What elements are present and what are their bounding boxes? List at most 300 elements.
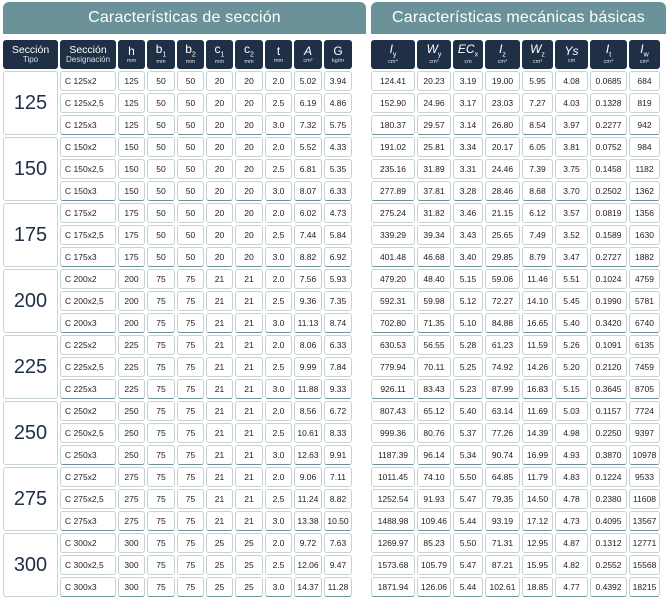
table-row — [371, 93, 660, 113]
table-cell: 275 — [118, 467, 145, 487]
designation-cell: C 200x2 — [60, 269, 116, 289]
table-cell: 50 — [147, 247, 175, 267]
header-label: $I_z$ — [499, 42, 506, 59]
table-cell: 926.11 — [371, 379, 415, 399]
table-cell: 8.68 — [522, 181, 553, 201]
table-cell: 2.5 — [265, 423, 292, 443]
table-cell: 984 — [629, 137, 660, 157]
table-cell: 80.76 — [417, 423, 451, 443]
table-cell: 5.93 — [324, 269, 352, 289]
table-cell: 3.31 — [453, 159, 483, 179]
table-cell: 37.81 — [417, 181, 451, 201]
table-cell: 46.68 — [417, 247, 451, 267]
header-unit: mm — [214, 59, 225, 66]
right-header-0 — [371, 40, 415, 69]
table-cell: 1573.68 — [371, 555, 415, 575]
table-cell: 8.79 — [522, 247, 553, 267]
table-cell: 50 — [177, 71, 204, 91]
designation-cell: C 250x2 — [60, 401, 116, 421]
table-cell: 20 — [206, 137, 233, 157]
table-cell: 75 — [177, 511, 204, 531]
table-cell: 4.78 — [555, 489, 588, 509]
table-cell: 124.41 — [371, 71, 415, 91]
header-label: $c_2$ — [244, 42, 254, 59]
table-cell: 50 — [147, 203, 175, 223]
table-cell: 50 — [147, 115, 175, 135]
table-cell: 29.57 — [417, 115, 451, 135]
table-cell: 50 — [177, 203, 204, 223]
table-cell: 5.50 — [453, 467, 483, 487]
table-cell: 2.5 — [265, 225, 292, 245]
table-row — [371, 247, 660, 267]
table-cell: 75 — [147, 423, 175, 443]
header-unit: mm — [126, 57, 137, 64]
table-cell: 0.1224 — [590, 467, 627, 487]
table-cell: 0.1312 — [590, 533, 627, 553]
table-cell: 592.31 — [371, 291, 415, 311]
table-cell: 25 — [206, 533, 233, 553]
header-unit: mm — [156, 59, 166, 66]
designation-cell: C 300x2 — [60, 533, 116, 553]
table-cell: 8.82 — [324, 489, 352, 509]
table-cell: 61.23 — [485, 335, 520, 355]
table-cell: 3.43 — [453, 225, 483, 245]
table-cell: 250 — [118, 423, 145, 443]
table-cell: 20 — [206, 71, 233, 91]
table-cell: 3.70 — [555, 181, 588, 201]
table-cell: 6.33 — [324, 335, 352, 355]
header-label: $c_1$ — [214, 42, 225, 59]
table-cell: 0.1990 — [590, 291, 627, 311]
table-cell: 15568 — [629, 555, 660, 575]
table-cell: 8705 — [629, 379, 660, 399]
table-cell: 87.21 — [485, 555, 520, 575]
right-header-6 — [590, 40, 627, 69]
table-cell: 0.1589 — [590, 225, 627, 245]
table-cell: 5.51 — [555, 269, 588, 289]
table-cell: 19.00 — [485, 71, 520, 91]
table-cell: 125 — [118, 93, 145, 113]
header-unit: cm⁴ — [388, 59, 398, 66]
header-label: $I_w$ — [640, 42, 649, 59]
section-type-cell: 150 — [3, 137, 58, 201]
table-cell: 20 — [235, 137, 263, 157]
table-cell: 0.1328 — [590, 93, 627, 113]
table-cell: 79.35 — [485, 489, 520, 509]
table-cell: 1362 — [629, 181, 660, 201]
left-header-2 — [118, 40, 145, 69]
table-cell: 5.25 — [453, 357, 483, 377]
section-type-cell: 125 — [3, 71, 58, 135]
table-cell: 5.28 — [453, 335, 483, 355]
table-cell: 21 — [235, 445, 263, 465]
table-cell: 277.89 — [371, 181, 415, 201]
table-cell: 2.5 — [265, 357, 292, 377]
table-cell: 31.89 — [417, 159, 451, 179]
designation-cell: C 125x2,5 — [60, 93, 116, 113]
header-label: $W_y$ — [426, 42, 442, 59]
header-unit: Tipo — [22, 55, 39, 65]
table-cell: 150 — [118, 159, 145, 179]
table-row — [371, 467, 660, 487]
table-cell: 70.11 — [417, 357, 451, 377]
table-cell: 29.85 — [485, 247, 520, 267]
section-type-cell: 300 — [3, 533, 58, 597]
table-cell: 28.46 — [485, 181, 520, 201]
table-cell: 75 — [147, 313, 175, 333]
section-type-cell: 175 — [3, 203, 58, 267]
table-cell: 942 — [629, 115, 660, 135]
table-cell: 630.53 — [371, 335, 415, 355]
table-cell: 39.34 — [417, 225, 451, 245]
table-cell: 125 — [118, 115, 145, 135]
table-cell: 5.12 — [453, 291, 483, 311]
table-cell: 50 — [147, 159, 175, 179]
table-cell: 50 — [177, 137, 204, 157]
table-cell: 75 — [147, 379, 175, 399]
right-header-3 — [485, 40, 520, 69]
table-cell: 91.93 — [417, 489, 451, 509]
designation-cell: C 150x2 — [60, 137, 116, 157]
table-cell: 4.82 — [555, 555, 588, 575]
table-cell: 1269.97 — [371, 533, 415, 553]
table-cell: 0.0752 — [590, 137, 627, 157]
table-cell: 75 — [177, 291, 204, 311]
table-cell: 85.23 — [417, 533, 451, 553]
table-cell: 75 — [177, 269, 204, 289]
table-cell: 21 — [235, 401, 263, 421]
table-cell: 5.84 — [324, 225, 352, 245]
table-cell: 65.12 — [417, 401, 451, 421]
table-cell: 8.07 — [294, 181, 322, 201]
table-cell: 21 — [235, 467, 263, 487]
table-cell: 0.2277 — [590, 115, 627, 135]
table-cell: 8.54 — [522, 115, 553, 135]
table-cell: 5.95 — [522, 71, 553, 91]
table-cell: 75 — [147, 489, 175, 509]
table-cell: 3.0 — [265, 115, 292, 135]
table-cell: 6740 — [629, 313, 660, 333]
table-cell: 2.0 — [265, 533, 292, 553]
table-cell: 3.28 — [453, 181, 483, 201]
table-row — [3, 401, 352, 421]
table-cell: 1630 — [629, 225, 660, 245]
table-cell: 3.0 — [265, 577, 292, 597]
table-cell: 26.80 — [485, 115, 520, 135]
table-row — [3, 467, 352, 487]
table-cell: 7.35 — [324, 291, 352, 311]
table-row — [371, 181, 660, 201]
header-unit: cm — [464, 59, 472, 66]
header-unit: cm⁶ — [639, 59, 650, 66]
table-cell: 74.10 — [417, 467, 451, 487]
table-cell: 21 — [206, 269, 233, 289]
table-cell: 75 — [177, 533, 204, 553]
table-cell: 0.3870 — [590, 445, 627, 465]
table-cell: 7.11 — [324, 467, 352, 487]
header-unit: mm — [273, 57, 284, 64]
right-header-5 — [555, 40, 588, 69]
header-label: $I_t$ — [605, 42, 612, 59]
table-cell: 24.46 — [485, 159, 520, 179]
table-cell: 9.47 — [324, 555, 352, 575]
table-cell: 14.37 — [294, 577, 322, 597]
header-label: $b_1$ — [155, 42, 167, 59]
table-cell: 25 — [206, 555, 233, 575]
table-row — [3, 533, 352, 553]
table-row — [3, 137, 352, 157]
table-cell: 21 — [206, 467, 233, 487]
table-cell: 21 — [206, 335, 233, 355]
table-cell: 75 — [177, 423, 204, 443]
table-cell: 14.39 — [522, 423, 553, 443]
table-cell: 2.0 — [265, 71, 292, 91]
table-cell: 50 — [177, 93, 204, 113]
table-cell: 11.79 — [522, 467, 553, 487]
table-cell: 1182 — [629, 159, 660, 179]
table-cell: 1488.98 — [371, 511, 415, 531]
table-cell: 75 — [147, 511, 175, 531]
table-cell: 0.2727 — [590, 247, 627, 267]
table-cell: 21.15 — [485, 203, 520, 223]
table-cell: 63.14 — [485, 401, 520, 421]
table-cell: 59.06 — [485, 269, 520, 289]
table-cell: 5.02 — [294, 71, 322, 91]
table-cell: 21 — [206, 379, 233, 399]
table-row — [371, 269, 660, 289]
table-cell: 225 — [118, 379, 145, 399]
table-cell: 4.73 — [555, 511, 588, 531]
table-cell: 3.94 — [324, 71, 352, 91]
table-cell: 75 — [177, 357, 204, 377]
table-cell: 5.26 — [555, 335, 588, 355]
table-cell: 684 — [629, 71, 660, 91]
table-row — [371, 401, 660, 421]
table-cell: 2.0 — [265, 269, 292, 289]
section-characteristics-banner: Características de sección — [3, 2, 366, 34]
table-cell: 7.27 — [522, 93, 553, 113]
table-cell: 75 — [177, 489, 204, 509]
table-cell: 4.93 — [555, 445, 588, 465]
table-cell: 23.03 — [485, 93, 520, 113]
designation-cell: C 200x2,5 — [60, 291, 116, 311]
table-row — [371, 291, 660, 311]
right-header-2 — [453, 40, 483, 69]
table-cell: 109.46 — [417, 511, 451, 531]
header-label: Sección — [11, 43, 50, 56]
header-label: $b_2$ — [185, 42, 196, 59]
table-cell: 20 — [206, 93, 233, 113]
table-cell: 21 — [235, 313, 263, 333]
header-label: $EC_x$ — [457, 42, 479, 59]
left-header-8 — [294, 40, 322, 69]
table-cell: 4.87 — [555, 533, 588, 553]
table-cell: 5.50 — [453, 533, 483, 553]
table-cell: 12.06 — [294, 555, 322, 575]
designation-cell: C 275x2,5 — [60, 489, 116, 509]
table-cell: 7.39 — [522, 159, 553, 179]
table-cell: 21 — [235, 269, 263, 289]
designation-cell: C 225x3 — [60, 379, 116, 399]
table-cell: 5.37 — [453, 423, 483, 443]
table-cell: 0.1091 — [590, 335, 627, 355]
section-type-cell: 250 — [3, 401, 58, 465]
table-cell: 7724 — [629, 401, 660, 421]
table-row — [371, 423, 660, 443]
table-cell: 50 — [147, 71, 175, 91]
table-cell: 11.88 — [294, 379, 322, 399]
table-cell: 5.35 — [324, 159, 352, 179]
table-cell: 75 — [147, 269, 175, 289]
table-cell: 1356 — [629, 203, 660, 223]
designation-cell: C 250x3 — [60, 445, 116, 465]
table-cell: 0.2120 — [590, 357, 627, 377]
table-row — [371, 313, 660, 333]
left-header-4 — [177, 40, 204, 69]
table-cell: 20 — [235, 203, 263, 223]
table-cell: 4.98 — [555, 423, 588, 443]
table-cell: 0.1024 — [590, 269, 627, 289]
table-cell: 56.55 — [417, 335, 451, 355]
table-cell: 75 — [177, 401, 204, 421]
table-row — [371, 335, 660, 355]
table-cell: 11.46 — [522, 269, 553, 289]
right-header-1 — [417, 40, 451, 69]
table-cell: 2.0 — [265, 335, 292, 355]
table-cell: 150 — [118, 181, 145, 201]
designation-cell: C 275x3 — [60, 511, 116, 531]
table-cell: 64.85 — [485, 467, 520, 487]
header-unit: cm² — [303, 57, 313, 64]
table-cell: 21 — [235, 379, 263, 399]
table-cell: 21 — [235, 423, 263, 443]
table-cell: 4.08 — [555, 71, 588, 91]
table-cell: 479.20 — [371, 269, 415, 289]
table-cell: 84.88 — [485, 313, 520, 333]
table-cell: 4.73 — [324, 203, 352, 223]
header-label: $W_z$ — [530, 42, 545, 59]
table-cell: 21 — [206, 423, 233, 443]
table-cell: 31.82 — [417, 203, 451, 223]
table-cell: 5.40 — [453, 401, 483, 421]
table-cell: 75 — [177, 577, 204, 597]
table-cell: 5.15 — [555, 379, 588, 399]
table-cell: 200 — [118, 291, 145, 311]
mechanical-characteristics-banner: Características mecánicas básicas — [371, 2, 666, 34]
header-unit: cm — [567, 57, 576, 64]
table-cell: 150 — [118, 137, 145, 157]
table-cell: 5.15 — [453, 269, 483, 289]
table-cell: 4.77 — [555, 577, 588, 597]
table-cell: 3.47 — [555, 247, 588, 267]
designation-cell: C 125x2 — [60, 71, 116, 91]
table-cell: 75 — [147, 467, 175, 487]
section-type-cell: 275 — [3, 467, 58, 531]
designation-cell: C 225x2,5 — [60, 357, 116, 377]
table-cell: 83.43 — [417, 379, 451, 399]
table-cell: 75 — [177, 335, 204, 355]
table-cell: 1011.45 — [371, 467, 415, 487]
table-row — [371, 225, 660, 245]
table-cell: 3.52 — [555, 225, 588, 245]
table-cell: 75 — [177, 445, 204, 465]
table-cell: 20 — [235, 93, 263, 113]
table-cell: 9.91 — [324, 445, 352, 465]
table-cell: 25.65 — [485, 225, 520, 245]
header-unit: kg/m — [332, 57, 344, 64]
table-cell: 20.23 — [417, 71, 451, 91]
table-cell: 87.99 — [485, 379, 520, 399]
table-cell: 13.38 — [294, 511, 322, 531]
table-cell: 24.96 — [417, 93, 451, 113]
table-cell: 275 — [118, 489, 145, 509]
table-cell: 25.81 — [417, 137, 451, 157]
table-cell: 25 — [206, 577, 233, 597]
table-cell: 4759 — [629, 269, 660, 289]
table-cell: 152.90 — [371, 93, 415, 113]
table-cell: 6135 — [629, 335, 660, 355]
table-cell: 9397 — [629, 423, 660, 443]
table-row — [371, 71, 660, 91]
table-cell: 9.33 — [324, 379, 352, 399]
table-cell: 21 — [206, 357, 233, 377]
table-row — [3, 203, 352, 223]
table-cell: 21 — [206, 313, 233, 333]
table-cell: 75 — [147, 291, 175, 311]
table-cell: 300 — [118, 577, 145, 597]
table-cell: 191.02 — [371, 137, 415, 157]
table-cell: 3.81 — [555, 137, 588, 157]
table-cell: 25 — [235, 533, 263, 553]
header-unit: cm³ — [532, 59, 543, 66]
table-row — [371, 203, 660, 223]
table-cell: 5.47 — [453, 489, 483, 509]
table-cell: 2.5 — [265, 555, 292, 575]
table-cell: 20 — [206, 181, 233, 201]
header-unit: mm — [185, 59, 196, 66]
table-cell: 21 — [235, 511, 263, 531]
table-cell: 125 — [118, 71, 145, 91]
table-cell: 14.26 — [522, 357, 553, 377]
table-cell: 75 — [177, 313, 204, 333]
table-cell: 50 — [147, 93, 175, 113]
header-label: $I_y$ — [389, 42, 397, 59]
table-cell: 10978 — [629, 445, 660, 465]
table-cell: 75 — [147, 335, 175, 355]
table-row — [371, 489, 660, 509]
table-cell: 0.1157 — [590, 401, 627, 421]
table-cell: 3.40 — [453, 247, 483, 267]
table-cell: 235.16 — [371, 159, 415, 179]
right-header-4 — [522, 40, 553, 69]
table-cell: 16.99 — [522, 445, 553, 465]
mechanical-characteristics-table — [369, 38, 662, 599]
table-row — [3, 269, 352, 289]
table-cell: 20 — [206, 203, 233, 223]
table-cell: 3.0 — [265, 379, 292, 399]
table-cell: 0.4392 — [590, 577, 627, 597]
table-cell: 21 — [206, 445, 233, 465]
table-cell: 5.20 — [555, 357, 588, 377]
table-cell: 9533 — [629, 467, 660, 487]
table-cell: 50 — [177, 181, 204, 201]
table-cell: 6.02 — [294, 203, 322, 223]
header-unit: cm⁴ — [497, 59, 508, 66]
table-row — [3, 335, 352, 355]
table-row — [371, 577, 660, 597]
table-cell: 1871.94 — [371, 577, 415, 597]
table-cell: 7.49 — [522, 225, 553, 245]
